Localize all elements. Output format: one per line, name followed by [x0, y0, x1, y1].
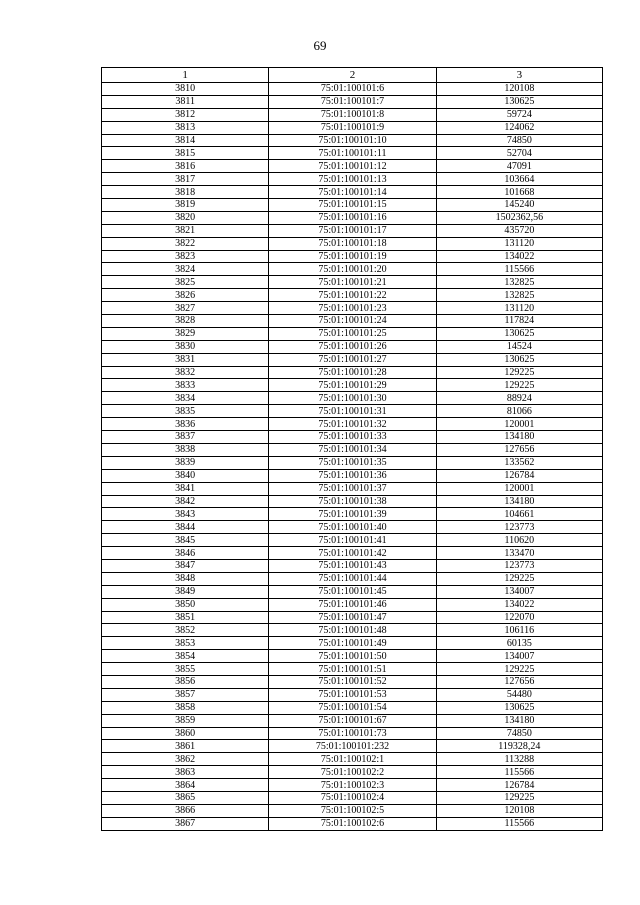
value-cell: 130625 [436, 327, 602, 340]
value-cell: 129225 [436, 572, 602, 585]
cadastral-number-cell: 75:01:100101:33 [269, 431, 436, 444]
table-row [102, 740, 603, 753]
value-cell: 132825 [436, 289, 602, 302]
cadastral-number-cell: 75:01:100101:43 [269, 559, 436, 572]
cadastral-number-cell: 75:01:100101:40 [269, 521, 436, 534]
row-number-cell: 3851 [102, 611, 269, 624]
value-cell: 120108 [436, 804, 602, 817]
value-cell: 131120 [436, 237, 602, 250]
cadastral-number-cell: 75:01:100101:9 [269, 121, 436, 134]
cadastral-number-cell: 75:01:100101:47 [269, 611, 436, 624]
value-cell: 106116 [436, 624, 602, 637]
value-cell: 123773 [436, 521, 602, 534]
cadastral-number-cell: 75:01:100101:7 [269, 95, 436, 108]
cadastral-number-cell: 75:01:100101:54 [269, 701, 436, 714]
table-row [102, 611, 603, 624]
row-number-cell: 3811 [102, 95, 269, 108]
value-cell: 126784 [436, 779, 602, 792]
cadastral-number-cell: 75:01:100101:67 [269, 714, 436, 727]
row-number-cell: 3859 [102, 714, 269, 727]
value-cell: 134007 [436, 650, 602, 663]
value-cell: 101668 [436, 186, 602, 199]
value-cell: 134022 [436, 250, 602, 263]
value-cell: 129225 [436, 791, 602, 804]
table-row [102, 147, 603, 160]
cadastral-number-cell: 75:01:100101:31 [269, 405, 436, 418]
cadastral-number-cell: 75:01:100101:29 [269, 379, 436, 392]
row-number-cell: 3828 [102, 315, 269, 328]
cadastral-number-cell: 75:01:100101:18 [269, 237, 436, 250]
value-cell: 14524 [436, 340, 602, 353]
cadastral-number-cell: 75:01:100101:36 [269, 469, 436, 482]
cadastral-number-cell: 75:01:100102:4 [269, 791, 436, 804]
row-number-cell: 3841 [102, 482, 269, 495]
row-number-cell: 3820 [102, 211, 269, 224]
cadastral-number-cell: 75:01:100101:48 [269, 624, 436, 637]
value-cell: 145240 [436, 199, 602, 212]
value-cell: 115566 [436, 766, 602, 779]
cadastral-number-cell: 75:01:100101:25 [269, 327, 436, 340]
table-row [102, 456, 603, 469]
data-table [101, 67, 603, 831]
table-row [102, 753, 603, 766]
value-cell: 117824 [436, 315, 602, 328]
row-number-cell: 3822 [102, 237, 269, 250]
cadastral-number-cell: 75:01:100101:10 [269, 134, 436, 147]
value-cell: 133562 [436, 456, 602, 469]
row-number-cell: 3852 [102, 624, 269, 637]
cadastral-number-cell: 75:01:100101:50 [269, 650, 436, 663]
cadastral-number-cell: 75:01:100101:13 [269, 173, 436, 186]
row-number-cell: 3849 [102, 585, 269, 598]
table-row [102, 688, 603, 701]
table-row [102, 83, 603, 96]
row-number-cell: 3861 [102, 740, 269, 753]
table-row [102, 508, 603, 521]
row-number-cell: 3840 [102, 469, 269, 482]
column-header-1: 1 [102, 68, 269, 83]
row-number-cell: 3864 [102, 779, 269, 792]
row-number-cell: 3845 [102, 534, 269, 547]
cadastral-number-cell: 75:01:100101:23 [269, 302, 436, 315]
table-row [102, 779, 603, 792]
cadastral-number-cell: 75:01:100102:6 [269, 817, 436, 830]
column-header-3: 3 [436, 68, 602, 83]
table-row [102, 727, 603, 740]
table-row [102, 637, 603, 650]
value-cell: 126784 [436, 469, 602, 482]
table-row [102, 237, 603, 250]
table-row [102, 289, 603, 302]
cadastral-number-cell: 75:01:100101:12 [269, 160, 436, 173]
table-row [102, 173, 603, 186]
column-header-2: 2 [269, 68, 436, 83]
cadastral-number-cell: 75:01:100101:22 [269, 289, 436, 302]
table-row [102, 701, 603, 714]
value-cell: 74850 [436, 727, 602, 740]
cadastral-number-cell: 75:01:100101:34 [269, 443, 436, 456]
value-cell: 88924 [436, 392, 602, 405]
value-cell: 54480 [436, 688, 602, 701]
row-number-cell: 3838 [102, 443, 269, 456]
table-row [102, 804, 603, 817]
row-number-cell: 3858 [102, 701, 269, 714]
row-number-cell: 3821 [102, 224, 269, 237]
cadastral-number-cell: 75:01:100101:45 [269, 585, 436, 598]
table-row [102, 250, 603, 263]
row-number-cell: 3843 [102, 508, 269, 521]
value-cell: 133470 [436, 547, 602, 560]
table-row [102, 121, 603, 134]
cadastral-number-cell: 75:01:100101:17 [269, 224, 436, 237]
table-row [102, 211, 603, 224]
row-number-cell: 3867 [102, 817, 269, 830]
row-number-cell: 3826 [102, 289, 269, 302]
table-row [102, 108, 603, 121]
table-row [102, 675, 603, 688]
row-number-cell: 3862 [102, 753, 269, 766]
cadastral-number-cell: 75:01:100101:49 [269, 637, 436, 650]
table-row [102, 327, 603, 340]
value-cell: 129225 [436, 663, 602, 676]
value-cell: 134180 [436, 495, 602, 508]
table-row [102, 443, 603, 456]
value-cell: 115566 [436, 263, 602, 276]
value-cell: 103664 [436, 173, 602, 186]
value-cell: 47091 [436, 160, 602, 173]
cadastral-number-cell: 75:01:100102:1 [269, 753, 436, 766]
table-row [102, 559, 603, 572]
value-cell: 120001 [436, 418, 602, 431]
table-row [102, 495, 603, 508]
table-row [102, 598, 603, 611]
cadastral-number-cell: 75:01:100101:46 [269, 598, 436, 611]
table-row [102, 199, 603, 212]
cadastral-number-cell: 75:01:100102:2 [269, 766, 436, 779]
value-cell: 119328,24 [436, 740, 602, 753]
row-number-cell: 3837 [102, 431, 269, 444]
cadastral-number-cell: 75:01:100101:19 [269, 250, 436, 263]
value-cell: 113288 [436, 753, 602, 766]
value-cell: 120108 [436, 83, 602, 96]
value-cell: 59724 [436, 108, 602, 121]
value-cell: 81066 [436, 405, 602, 418]
value-cell: 134180 [436, 431, 602, 444]
value-cell: 104661 [436, 508, 602, 521]
cadastral-number-cell: 75:01:100101:6 [269, 83, 436, 96]
table-row [102, 160, 603, 173]
cadastral-number-cell: 75:01:100101:11 [269, 147, 436, 160]
value-cell: 130625 [436, 701, 602, 714]
cadastral-number-cell: 75:01:100101:26 [269, 340, 436, 353]
table-body [102, 83, 603, 831]
table-row [102, 624, 603, 637]
cadastral-number-cell: 75:01:100101:28 [269, 366, 436, 379]
header-row [102, 68, 603, 83]
row-number-cell: 3865 [102, 791, 269, 804]
table-row [102, 302, 603, 315]
cadastral-number-cell: 75:01:100101:38 [269, 495, 436, 508]
value-cell: 123773 [436, 559, 602, 572]
value-cell: 131120 [436, 302, 602, 315]
table-row [102, 379, 603, 392]
table-row [102, 766, 603, 779]
page-number: 69 [313, 38, 327, 53]
row-number-cell: 3810 [102, 83, 269, 96]
table-row [102, 650, 603, 663]
row-number-cell: 3830 [102, 340, 269, 353]
value-cell: 435720 [436, 224, 602, 237]
row-number-cell: 3815 [102, 147, 269, 160]
row-number-cell: 3855 [102, 663, 269, 676]
table-row [102, 418, 603, 431]
table-row [102, 469, 603, 482]
value-cell: 129225 [436, 379, 602, 392]
row-number-cell: 3819 [102, 199, 269, 212]
table-row [102, 547, 603, 560]
row-number-cell: 3835 [102, 405, 269, 418]
table-row [102, 521, 603, 534]
table-row [102, 482, 603, 495]
row-number-cell: 3842 [102, 495, 269, 508]
cadastral-number-cell: 75:01:100101:16 [269, 211, 436, 224]
value-cell: 134022 [436, 598, 602, 611]
table-row [102, 791, 603, 804]
cadastral-number-cell: 75:01:100101:21 [269, 276, 436, 289]
row-number-cell: 3839 [102, 456, 269, 469]
value-cell: 1502362,56 [436, 211, 602, 224]
row-number-cell: 3824 [102, 263, 269, 276]
value-cell: 122070 [436, 611, 602, 624]
table-row [102, 585, 603, 598]
value-cell: 124062 [436, 121, 602, 134]
row-number-cell: 3825 [102, 276, 269, 289]
row-number-cell: 3816 [102, 160, 269, 173]
table-row [102, 95, 603, 108]
cadastral-number-cell: 75:01:100101:39 [269, 508, 436, 521]
cadastral-number-cell: 75:01:100101:52 [269, 675, 436, 688]
value-cell: 134180 [436, 714, 602, 727]
table-row [102, 714, 603, 727]
table-row [102, 315, 603, 328]
table-row [102, 572, 603, 585]
row-number-cell: 3856 [102, 675, 269, 688]
table-row [102, 431, 603, 444]
row-number-cell: 3846 [102, 547, 269, 560]
value-cell: 127656 [436, 675, 602, 688]
cadastral-number-cell: 75:01:100101:51 [269, 663, 436, 676]
row-number-cell: 3844 [102, 521, 269, 534]
row-number-cell: 3834 [102, 392, 269, 405]
table-row [102, 405, 603, 418]
cadastral-number-cell: 75:01:100102:5 [269, 804, 436, 817]
cadastral-number-cell: 75:01:100101:20 [269, 263, 436, 276]
row-number-cell: 3817 [102, 173, 269, 186]
cadastral-number-cell: 75:01:100101:24 [269, 315, 436, 328]
value-cell: 60135 [436, 637, 602, 650]
cadastral-number-cell: 75:01:100101:8 [269, 108, 436, 121]
value-cell: 110620 [436, 534, 602, 547]
row-number-cell: 3827 [102, 302, 269, 315]
cadastral-number-cell: 75:01:100101:232 [269, 740, 436, 753]
table-row [102, 134, 603, 147]
cadastral-number-cell: 75:01:100101:37 [269, 482, 436, 495]
cadastral-number-cell: 75:01:100101:41 [269, 534, 436, 547]
row-number-cell: 3847 [102, 559, 269, 572]
row-number-cell: 3833 [102, 379, 269, 392]
table-row [102, 263, 603, 276]
table-row [102, 366, 603, 379]
cadastral-number-cell: 75:01:100102:3 [269, 779, 436, 792]
row-number-cell: 3818 [102, 186, 269, 199]
cadastral-number-cell: 75:01:100101:15 [269, 199, 436, 212]
table-row [102, 186, 603, 199]
cadastral-number-cell: 75:01:100101:35 [269, 456, 436, 469]
value-cell: 74850 [436, 134, 602, 147]
table-row [102, 534, 603, 547]
cadastral-number-cell: 75:01:100101:73 [269, 727, 436, 740]
cadastral-number-cell: 75:01:100101:44 [269, 572, 436, 585]
row-number-cell: 3813 [102, 121, 269, 134]
value-cell: 115566 [436, 817, 602, 830]
table-row [102, 817, 603, 830]
value-cell: 52704 [436, 147, 602, 160]
row-number-cell: 3863 [102, 766, 269, 779]
row-number-cell: 3812 [102, 108, 269, 121]
value-cell: 120001 [436, 482, 602, 495]
value-cell: 134007 [436, 585, 602, 598]
row-number-cell: 3831 [102, 353, 269, 366]
table-row [102, 353, 603, 366]
row-number-cell: 3836 [102, 418, 269, 431]
row-number-cell: 3848 [102, 572, 269, 585]
row-number-cell: 3853 [102, 637, 269, 650]
row-number-cell: 3860 [102, 727, 269, 740]
cadastral-number-cell: 75:01:100101:27 [269, 353, 436, 366]
row-number-cell: 3832 [102, 366, 269, 379]
row-number-cell: 3823 [102, 250, 269, 263]
value-cell: 132825 [436, 276, 602, 289]
cadastral-number-cell: 75:01:100101:53 [269, 688, 436, 701]
value-cell: 130625 [436, 353, 602, 366]
cadastral-number-cell: 75:01:100101:14 [269, 186, 436, 199]
value-cell: 129225 [436, 366, 602, 379]
table-row [102, 276, 603, 289]
row-number-cell: 3854 [102, 650, 269, 663]
cadastral-number-cell: 75:01:100101:32 [269, 418, 436, 431]
value-cell: 130625 [436, 95, 602, 108]
row-number-cell: 3866 [102, 804, 269, 817]
table-row [102, 340, 603, 353]
table-row [102, 224, 603, 237]
row-number-cell: 3850 [102, 598, 269, 611]
table-row [102, 663, 603, 676]
table-row [102, 392, 603, 405]
row-number-cell: 3814 [102, 134, 269, 147]
value-cell: 127656 [436, 443, 602, 456]
row-number-cell: 3857 [102, 688, 269, 701]
cadastral-number-cell: 75:01:100101:42 [269, 547, 436, 560]
row-number-cell: 3829 [102, 327, 269, 340]
cadastral-number-cell: 75:01:100101:30 [269, 392, 436, 405]
